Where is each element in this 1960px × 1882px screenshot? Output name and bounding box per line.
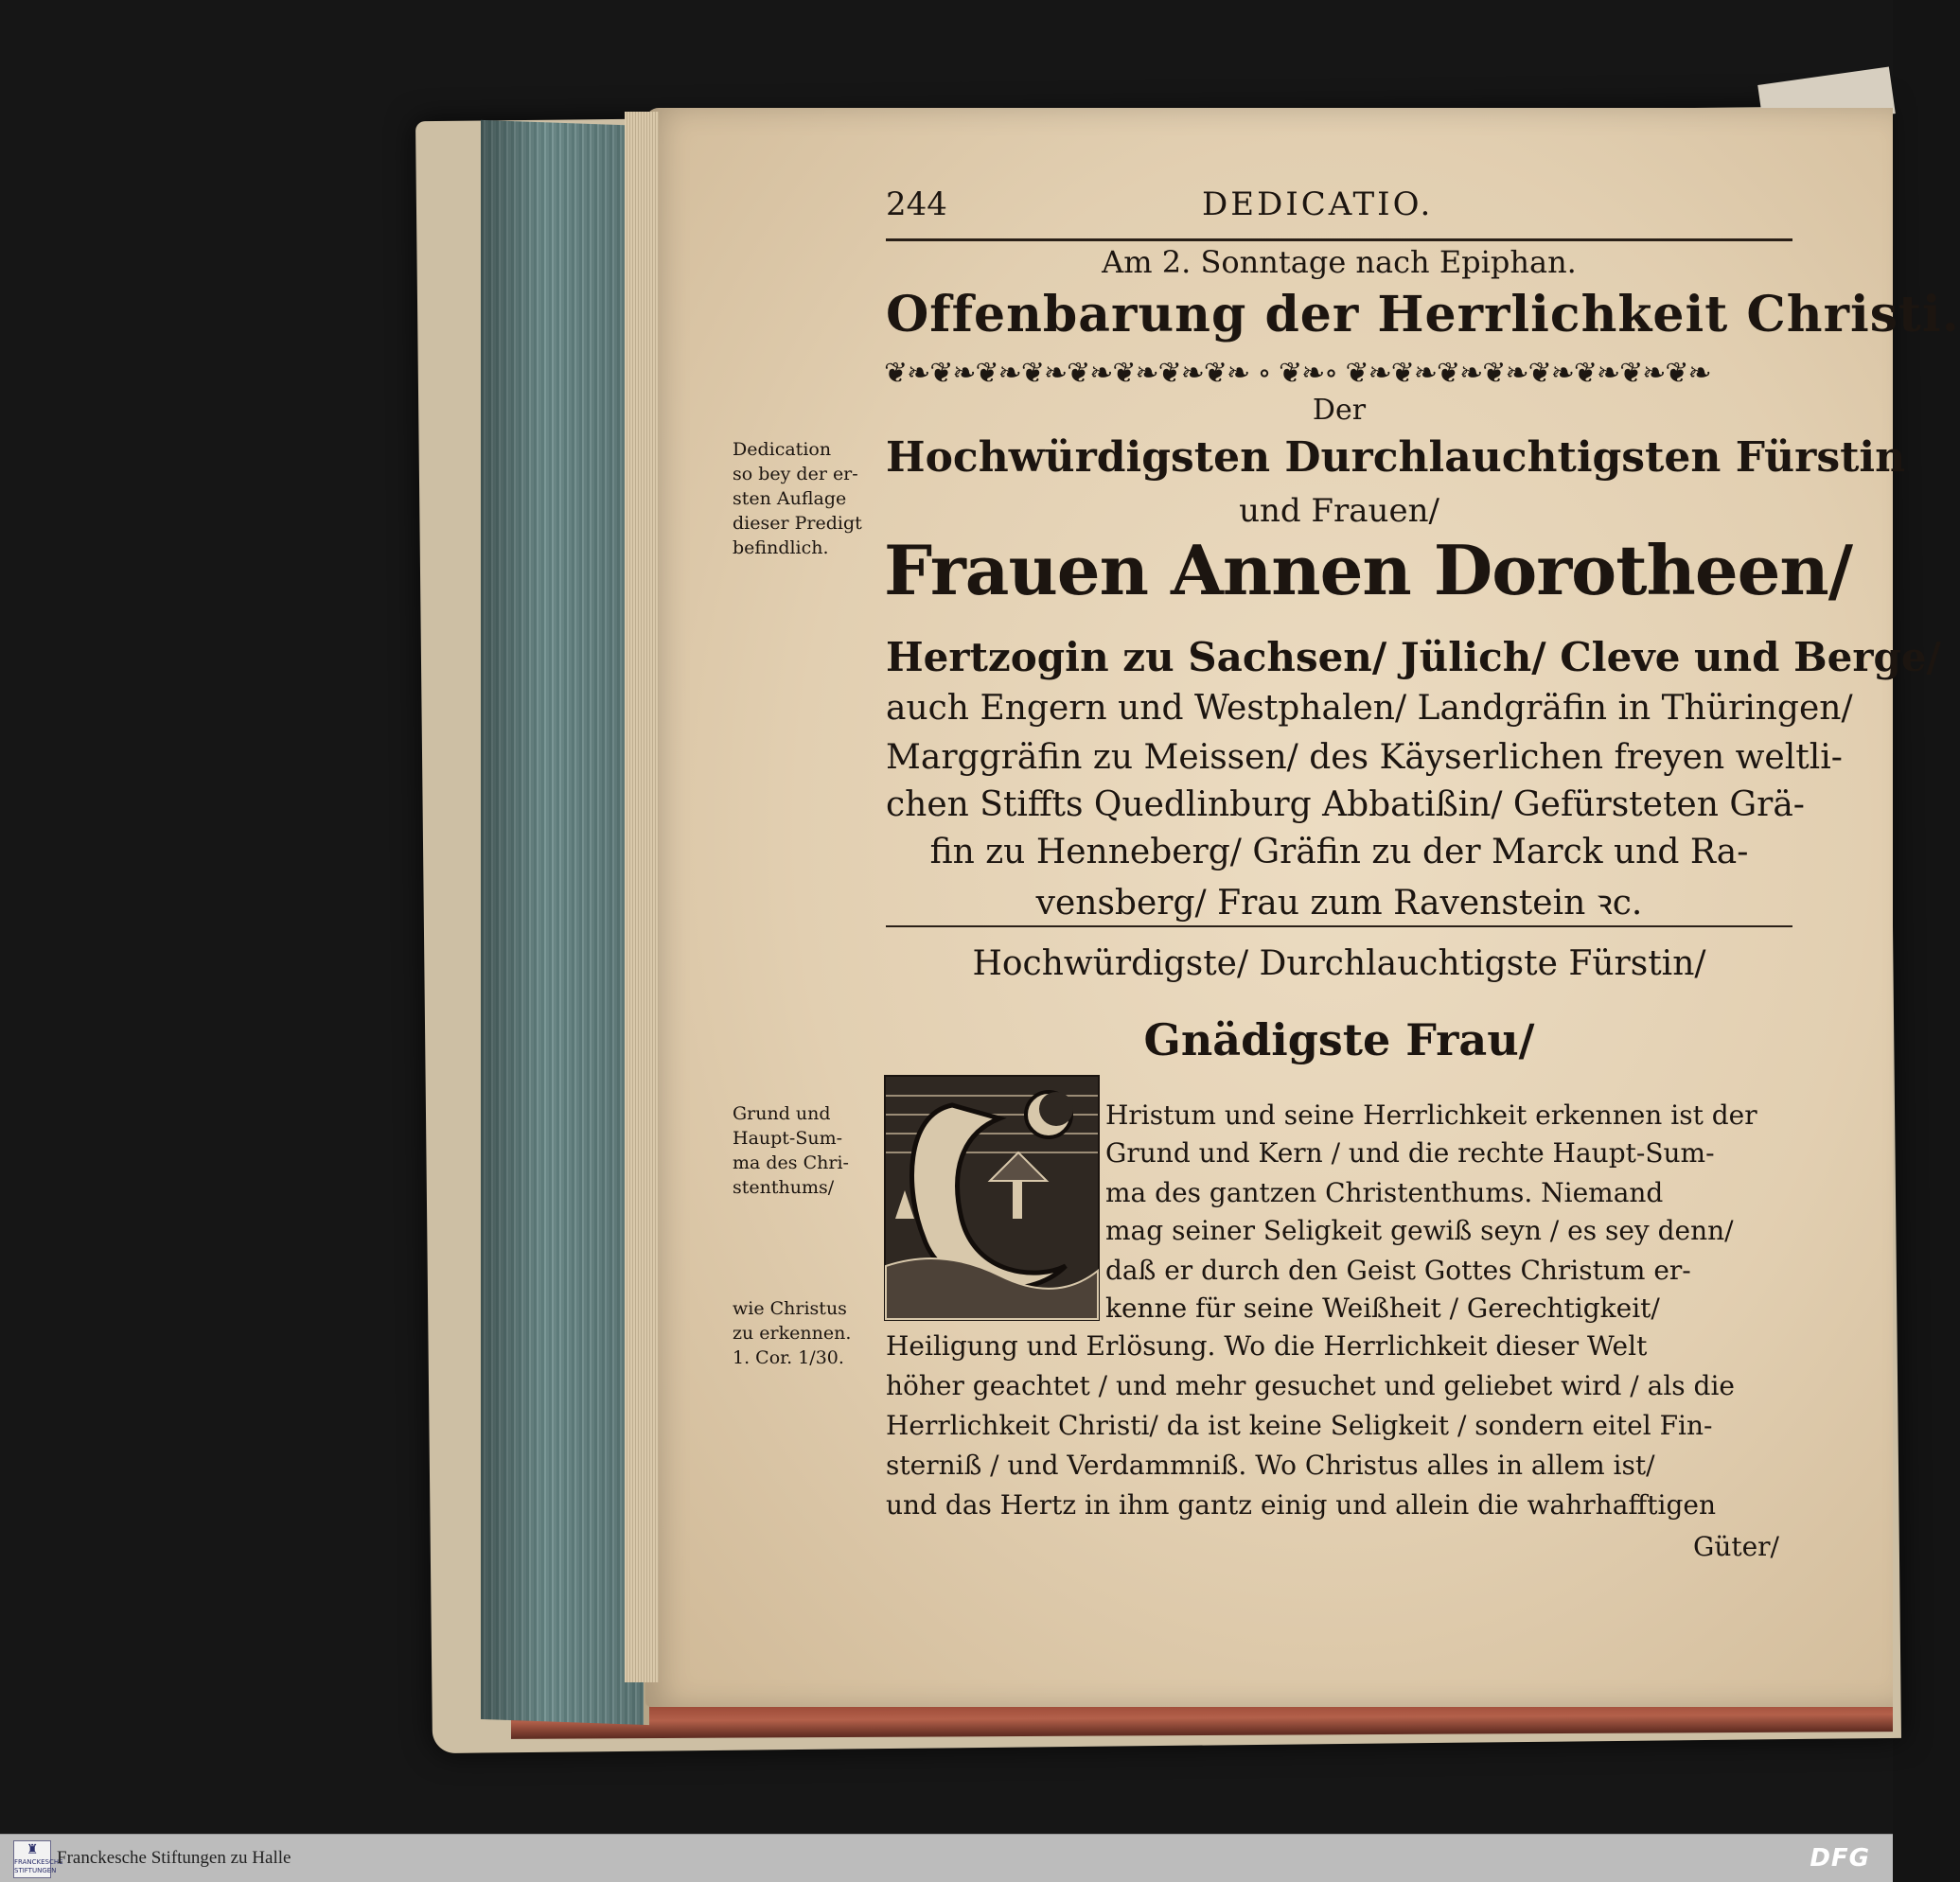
margin-note-dedication: Dedication so bey der er- sten Auflage dieser Predigt befindlich. bbox=[733, 439, 862, 558]
page-stack bbox=[625, 112, 659, 1682]
crest-icon: ♜ bbox=[26, 1842, 39, 1857]
initial-c-woodcut-icon bbox=[886, 1077, 1098, 1319]
body-line: und das Hertz in ihm gantz einig und allein die wahrhafftigen bbox=[886, 1489, 1717, 1521]
salutation-line1: Hochwürdigste/ Durchlauchtigste Fürstin/ bbox=[972, 944, 1706, 983]
title-line: Marggräfin zu Meissen/ des Käyserlichen freyen weltli- bbox=[886, 738, 1843, 777]
heading-main: Offenbarung der Herrlichkeit Christi. bbox=[886, 286, 1960, 343]
body-line: Hristum und seine Herrlichkeit erkennen ist der bbox=[1105, 1099, 1757, 1131]
ornament-icon: ❦❧❦❧❦❧❦❧❦❧❦❧❦❧❦❧ ∘ ❦❧∘ ❦❧❦❧❦❧❦❧❦❧❦❧❦❧❦❧ bbox=[884, 356, 1711, 390]
body-line: ma des gantzen Christenthums. Niemand bbox=[1105, 1177, 1664, 1208]
institution-logo[interactable]: ♜ FRANCKESCHE STIFTUNGEN bbox=[13, 1840, 51, 1878]
title-line: Hertzogin zu Sachsen/ Jülich/ Cleve und Berge/ bbox=[886, 634, 1941, 680]
page-number: 244 bbox=[886, 185, 947, 223]
viewer-footer bbox=[0, 1834, 1893, 1882]
title-line: chen Stiffts Quedlinburg Abbatißin/ Gefürsteten Grä- bbox=[886, 785, 1805, 824]
body-line: kenne für seine Weißheit / Gerechtigkeit/ bbox=[1105, 1293, 1660, 1324]
address-name: Frauen Annen Dorotheen/ bbox=[884, 530, 1853, 610]
margin-note-grund: Grund und Haupt-Sum- ma des Chri- stenthums/ bbox=[733, 1103, 849, 1198]
margin-note-christus: wie Christus zu erkennen. 1. Cor. 1/30. bbox=[733, 1298, 852, 1368]
divider-rule bbox=[886, 925, 1792, 927]
body-line: Heiligung und Erlösung. Wo die Herrlichkeit dieser Welt bbox=[886, 1330, 1648, 1362]
salutation-line2: Gnädigste Frau/ bbox=[1143, 1014, 1535, 1065]
address-line2: und Frauen/ bbox=[1239, 492, 1439, 530]
body-line: daß er durch den Geist Gottes Christum er- bbox=[1105, 1255, 1691, 1286]
header-rule bbox=[886, 238, 1792, 241]
body-line: Grund und Kern / und die rechte Haupt-Sum- bbox=[1105, 1137, 1715, 1169]
heading-small: Am 2. Sonntage nach Epiphan. bbox=[1102, 244, 1577, 280]
woodcut-initial-illustration bbox=[884, 1075, 1100, 1321]
running-title: DEDICATIO. bbox=[1202, 185, 1434, 223]
ornament-band bbox=[884, 352, 1794, 394]
address-line1: Hochwürdigsten Durchlauchtigsten Fürstin bbox=[886, 433, 1906, 482]
title-line: auch Engern und Westphalen/ Landgräfin in Thüringen/ bbox=[886, 689, 1853, 728]
institution-name[interactable]: Franckesche Stiftungen zu Halle bbox=[57, 1848, 291, 1868]
title-line: fin zu Henneberg/ Gräfin zu der Marck und Ra- bbox=[929, 833, 1749, 871]
body-line: höher geachtet / und mehr gesuchet und geliebet wird / als die bbox=[886, 1370, 1735, 1401]
body-line: mag seiner Seligkeit gewiß seyn / es sey denn/ bbox=[1105, 1215, 1734, 1246]
catchword: Güter/ bbox=[1692, 1531, 1779, 1562]
title-line: vensberg/ Frau zum Ravenstein ꝛc. bbox=[1035, 884, 1643, 923]
body-line: Herrlichkeit Christi/ da ist keine Seligkeit / sondern eitel Fin- bbox=[886, 1410, 1713, 1441]
dfg-logo[interactable]: DFG bbox=[1810, 1844, 1870, 1873]
address-der: Der bbox=[1312, 394, 1367, 427]
body-line: sterniß / und Verdammniß. Wo Christus alles in allem ist/ bbox=[886, 1450, 1655, 1481]
